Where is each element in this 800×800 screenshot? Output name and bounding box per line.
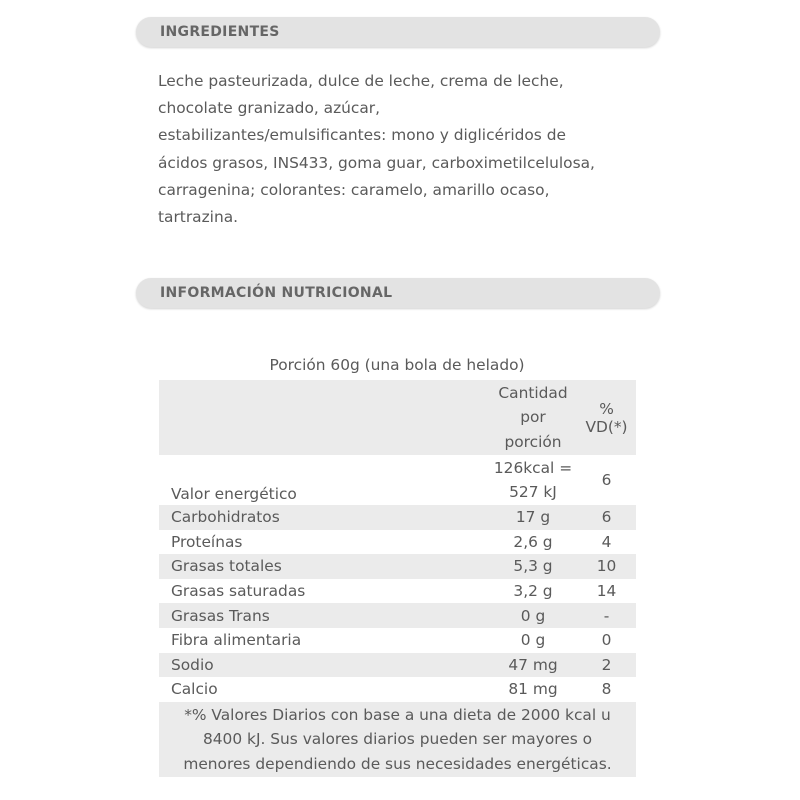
header-amount-line: porción xyxy=(504,432,562,451)
row-vd: 6 xyxy=(601,508,612,527)
row-amount xyxy=(489,455,577,505)
header-amount-line: Cantidad xyxy=(498,383,568,402)
table-row xyxy=(159,677,636,702)
table-row xyxy=(159,628,636,653)
row-amount: 17 g xyxy=(515,508,551,527)
row-amount: 0 g xyxy=(520,631,546,650)
row-name: Calcio xyxy=(171,680,218,699)
row-name: Grasas saturadas xyxy=(171,582,306,601)
ingredients-line: chocolate granizado, azúcar, xyxy=(158,99,381,118)
row-name: Fibra alimentaria xyxy=(171,631,302,650)
footnote xyxy=(159,702,636,777)
row-vd: 0 xyxy=(601,631,612,650)
row-name: Grasas Trans xyxy=(171,606,270,625)
header-amount-cell xyxy=(489,380,577,455)
row-name: Sodio xyxy=(171,655,214,674)
table-row xyxy=(159,530,636,555)
row-name: Valor energético xyxy=(171,485,297,503)
row-vd: 8 xyxy=(601,680,612,699)
row-name: Grasas totales xyxy=(171,557,282,576)
row-name: Carbohidratos xyxy=(171,508,280,527)
row-vd: 14 xyxy=(596,582,617,601)
row-vd: 4 xyxy=(601,532,612,551)
row-amount: 81 mg xyxy=(508,680,558,699)
nutrition-title: INFORMACIÓN NUTRICIONAL xyxy=(160,285,393,301)
ingredients-line: estabilizantes/emulsificantes: mono y diglicéridos de xyxy=(158,126,566,145)
nutrition-table xyxy=(159,380,636,777)
row-vd: 6 xyxy=(601,471,612,489)
header-vd-cell: % VD(*) xyxy=(585,399,628,436)
ingredients-line: Leche pasteurizada, dulce de leche, crema de leche, xyxy=(158,72,564,90)
footnote-line: *% Valores Diarios con base a una dieta de 2000 kcal u xyxy=(184,705,611,724)
footnote-row xyxy=(159,702,636,777)
ingredients-title: INGREDIENTES xyxy=(160,24,280,40)
row-amount: 47 mg xyxy=(508,655,558,674)
row-amount: 2,6 g xyxy=(513,532,553,551)
nutrition-section-header xyxy=(136,278,660,308)
table-row xyxy=(159,455,636,505)
footnote-line: 8400 kJ. Sus valores diarios pueden ser mayores o xyxy=(202,730,593,748)
energy-amount-line: 527 kJ xyxy=(509,483,557,501)
ingredients-text xyxy=(158,68,658,231)
table-row xyxy=(159,579,636,604)
header-name-cell xyxy=(159,380,489,455)
ingredients-line: tartrazina. xyxy=(158,208,239,227)
table-row xyxy=(159,653,636,678)
row-name: Proteínas xyxy=(171,532,243,551)
row-vd: 2 xyxy=(601,655,612,674)
row-vd: 10 xyxy=(596,557,617,576)
header-amount-line: por xyxy=(520,408,546,427)
row-amount: 0 g xyxy=(520,606,546,625)
table-row xyxy=(159,505,636,530)
ingredients-line: carragenina; colorantes: caramelo, amarillo ocaso, xyxy=(158,180,550,199)
table-row xyxy=(159,603,636,628)
row-vd: - xyxy=(603,606,610,625)
ingredients-section-header xyxy=(136,17,660,47)
row-amount: 3,2 g xyxy=(513,582,553,601)
footnote-line: menores dependiendo de sus necesidades energéticas. xyxy=(183,754,612,773)
table-row xyxy=(159,554,636,579)
energy-amount-line: 126kcal = xyxy=(493,459,573,477)
table-header-row xyxy=(159,380,636,455)
portion-size: Porción 60g (una bola de helado) xyxy=(269,356,525,374)
ingredients-line: ácidos grasos, INS433, goma guar, carboximetilcelulosa, xyxy=(158,153,595,172)
row-amount: 5,3 g xyxy=(513,557,553,576)
